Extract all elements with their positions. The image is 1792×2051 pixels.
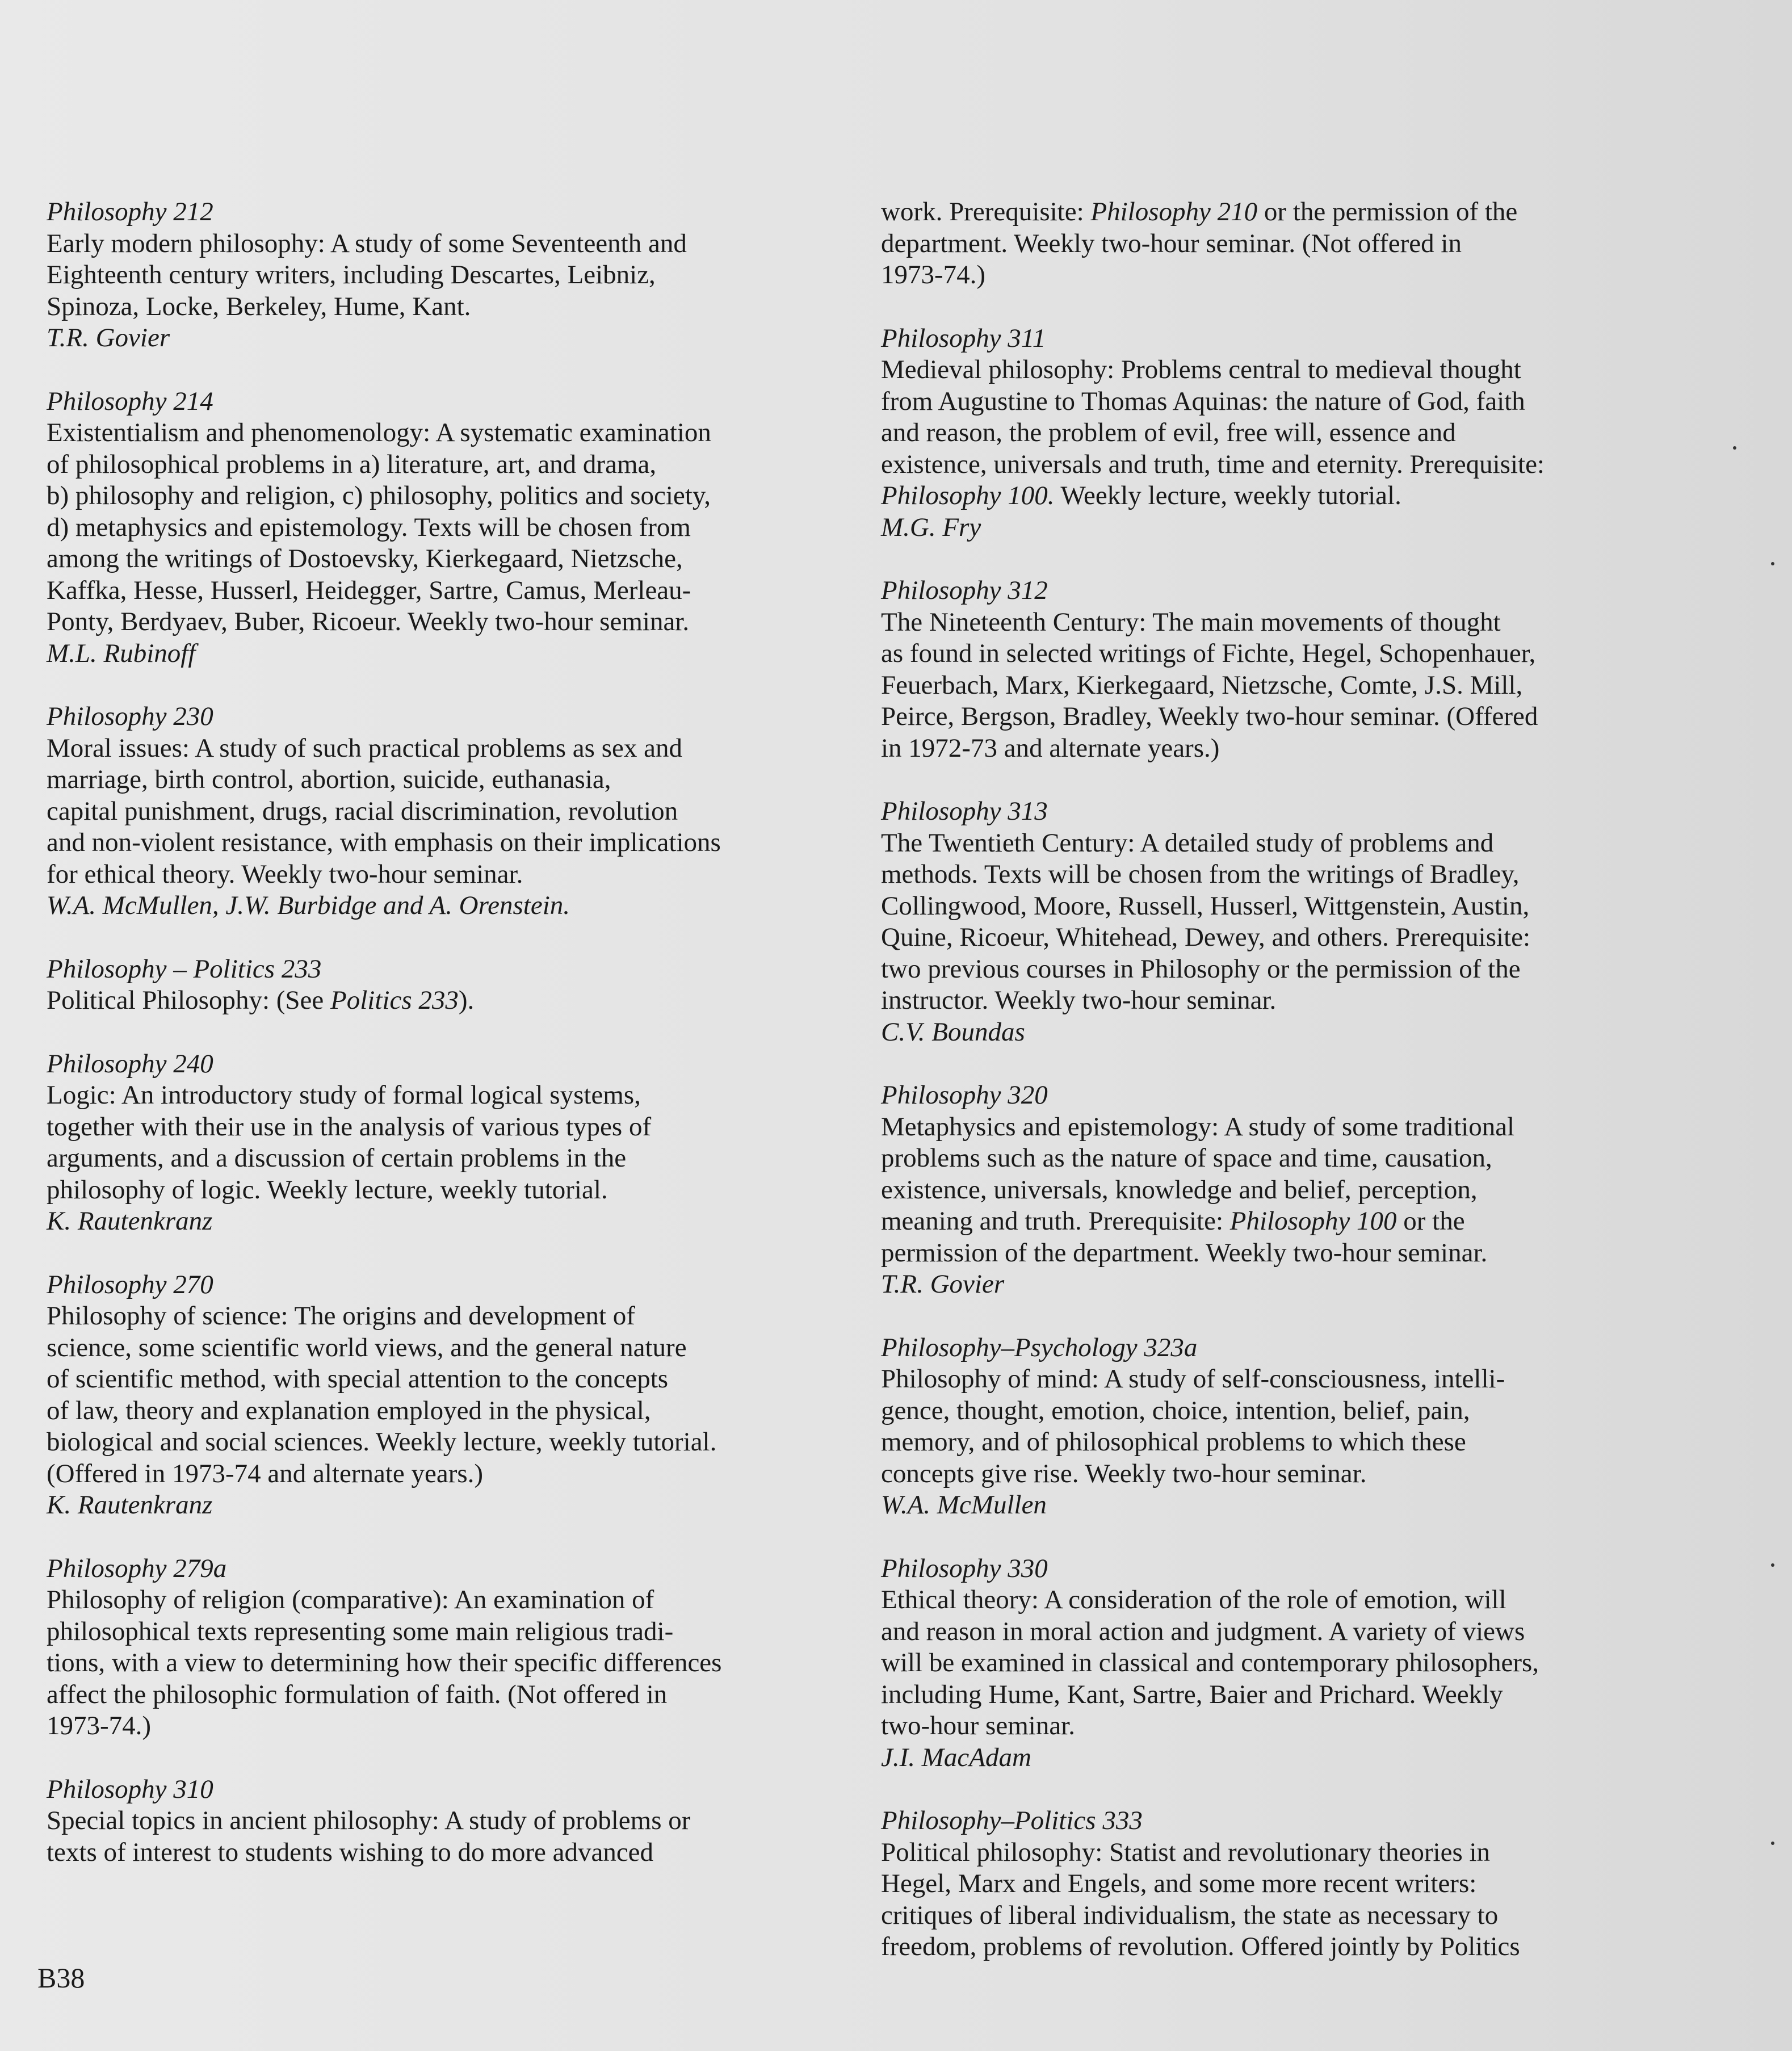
- course-heading: Philosophy 212: [47, 197, 213, 227]
- course-entry-phil-214: [47, 386, 864, 670]
- course-description-line: [881, 196, 1687, 228]
- course-reference: Philosophy 210: [1090, 197, 1258, 227]
- course-heading: Philosophy 312: [881, 576, 1048, 605]
- course-description-line: methods. Texts will be chosen from the writings of Bradley,: [881, 859, 1520, 889]
- course-description-line: The Nineteenth Century: The main movements of thought: [881, 607, 1501, 637]
- course-heading: Philosophy – Politics 233: [47, 954, 322, 984]
- page-number: B38: [37, 1962, 85, 1994]
- course-description-line: as found in selected writings of Fichte, Hegel, Schopenhauer,: [881, 639, 1536, 668]
- course-instructor: T.R. Govier: [881, 1269, 1005, 1299]
- course-description-line: The Twentieth Century: A detailed study of problems and: [881, 828, 1494, 858]
- course-instructor: K. Rautenkranz: [47, 1206, 213, 1236]
- course-reference: Philosophy 100: [1229, 1206, 1397, 1236]
- course-description-line: instructor. Weekly two-hour seminar.: [881, 985, 1277, 1015]
- course-description-line: science, some scientific world views, and the general nature: [47, 1332, 687, 1362]
- course-description-line: problems such as the nature of space and time, causation,: [881, 1143, 1492, 1173]
- course-description-line: philosophy of logic. Weekly lecture, weekly tutorial.: [47, 1175, 608, 1205]
- course-description-line: [881, 1206, 1687, 1238]
- course-description-line: Existentialism and phenomenology: A systematic examination: [47, 418, 711, 447]
- course-description-line: together with their use in the analysis of various types of: [47, 1112, 652, 1142]
- course-entry-phil-pol-233: [47, 954, 864, 1017]
- scan-speck: [1771, 1842, 1774, 1845]
- course-description-line: marriage, birth control, abortion, suicide, euthanasia,: [47, 765, 611, 794]
- course-entry-phil-311: [881, 323, 1687, 544]
- course-instructor: J.I. MacAdam: [881, 1742, 1031, 1772]
- course-description-line: [881, 480, 1687, 512]
- course-heading: Philosophy–Politics 333: [881, 1806, 1143, 1835]
- course-description-line: Collingwood, Moore, Russell, Husserl, Wittgenstein, Austin,: [881, 891, 1530, 921]
- course-description-line: Medieval philosophy: Problems central to medieval thought: [881, 355, 1521, 384]
- course-description-line: Early modern philosophy: A study of some Seventeenth and: [47, 228, 687, 258]
- course-entry-phil-270: [47, 1269, 864, 1521]
- course-entry-phil-310-continued: [881, 196, 1687, 291]
- course-description-line: capital punishment, drugs, racial discrimination, revolution: [47, 796, 678, 826]
- course-instructor: W.A. McMullen, J.W. Burbidge and A. Orenstein.: [47, 891, 570, 920]
- course-description-line: texts of interest to students wishing to do more advanced: [47, 1837, 654, 1867]
- course-reference: Politics 233: [330, 985, 459, 1015]
- course-heading: Philosophy 230: [47, 702, 213, 731]
- course-description-line: from Augustine to Thomas Aquinas: the nature of God, faith: [881, 386, 1525, 416]
- course-heading: Philosophy 240: [47, 1048, 213, 1079]
- course-instructor: C.V. Boundas: [881, 1017, 1025, 1047]
- course-description-line: 1973-74.): [881, 260, 986, 290]
- course-entry-phil-279a: [47, 1553, 864, 1742]
- course-description-line: arguments, and a discussion of certain problems in the: [47, 1143, 627, 1173]
- course-description-line: Peirce, Bergson, Bradley, Weekly two-hour seminar. (Offered: [881, 702, 1538, 731]
- course-entry-phil-pol-333: [881, 1805, 1687, 1963]
- course-instructor: M.L. Rubinoff: [47, 638, 196, 668]
- course-description-line: department. Weekly two-hour seminar. (Not offered in: [881, 228, 1462, 258]
- course-description-line: Eighteenth century writers, including Descartes, Leibniz,: [47, 260, 656, 290]
- course-description-line: b) philosophy and religion, c) philosophy, politics and society,: [47, 481, 711, 510]
- description-text: Political Philosophy: (See: [47, 985, 331, 1015]
- course-description-line: Spinoza, Locke, Berkeley, Hume, Kant.: [47, 291, 471, 321]
- course-description-line: including Hume, Kant, Sartre, Baier and Prichard. Weekly: [881, 1679, 1503, 1709]
- description-text: meaning and truth. Prerequisite:: [881, 1206, 1230, 1236]
- course-instructor: W.A. McMullen: [881, 1490, 1047, 1520]
- course-description-line: critiques of liberal individualism, the state as necessary to: [881, 1900, 1499, 1930]
- course-description-line: Moral issues: A study of such practical problems as sex and: [47, 733, 682, 763]
- course-description-line: freedom, problems of revolution. Offered jointly by Politics: [881, 1932, 1520, 1961]
- course-description-line: Quine, Ricoeur, Whitehead, Dewey, and others. Prerequisite:: [881, 922, 1531, 952]
- course-description-line: Special topics in ancient philosophy: A study of problems or: [47, 1806, 691, 1835]
- course-description-line: memory, and of philosophical problems to which these: [881, 1427, 1466, 1457]
- course-description-line: [47, 985, 864, 1017]
- left-column: [47, 196, 864, 1900]
- course-description-line: biological and social sciences. Weekly lecture, weekly tutorial.: [47, 1427, 717, 1457]
- course-heading: Philosophy 313: [881, 796, 1048, 826]
- course-description-line: of scientific method, with special attention to the concepts: [47, 1364, 669, 1394]
- course-instructor: T.R. Govier: [47, 323, 170, 353]
- course-entry-phil-313: [881, 796, 1687, 1048]
- course-description-line: Philosophy of religion (comparative): An examination of: [47, 1585, 654, 1614]
- course-entry-phil-230: [47, 701, 864, 922]
- course-reference: Philosophy 100.: [881, 481, 1055, 510]
- course-description-line: two previous courses in Philosophy or the permission of the: [881, 954, 1521, 984]
- scan-speck: [1733, 446, 1736, 450]
- course-heading: Philosophy 311: [881, 323, 1046, 353]
- course-description-line: will be examined in classical and contemporary philosophers,: [881, 1648, 1539, 1677]
- course-description-line: Logic: An introductory study of formal logical systems,: [47, 1080, 641, 1110]
- course-description-line: of philosophical problems in a) literature, art, and drama,: [47, 449, 657, 479]
- course-description-line: Ponty, Berdyaev, Buber, Ricoeur. Weekly two-hour seminar.: [47, 607, 690, 636]
- course-entry-phil-212: [47, 196, 864, 354]
- course-heading: Philosophy 310: [47, 1774, 213, 1804]
- course-entry-phil-320: [881, 1080, 1687, 1301]
- course-entry-phil-310: [47, 1774, 864, 1869]
- course-description-line: Hegel, Marx and Engels, and some more recent writers:: [881, 1869, 1477, 1898]
- course-description-line: and reason in moral action and judgment. A variety of views: [881, 1616, 1525, 1646]
- course-heading: Philosophy 214: [47, 386, 213, 416]
- course-description-line: Philosophy of science: The origins and development of: [47, 1301, 635, 1331]
- course-description-line: existence, universals, knowledge and belief, perception,: [881, 1175, 1478, 1205]
- course-description-line: Philosophy of mind: A study of self-consciousness, intelli-: [881, 1364, 1505, 1394]
- course-description-line: for ethical theory. Weekly two-hour seminar.: [47, 859, 523, 889]
- course-entry-phil-330: [881, 1553, 1687, 1774]
- course-description-line: philosophical texts representing some main religious tradi-: [47, 1616, 674, 1646]
- course-instructor: M.G. Fry: [881, 512, 981, 542]
- course-description-line: d) metaphysics and epistemology. Texts will be chosen from: [47, 512, 691, 542]
- course-description-line: in 1972-73 and alternate years.): [881, 733, 1220, 763]
- course-description-line: and reason, the problem of evil, free will, essence and: [881, 418, 1456, 447]
- course-description-line: Political philosophy: Statist and revolutionary theories in: [881, 1837, 1491, 1867]
- course-description-line: 1973-74.): [47, 1711, 152, 1740]
- course-description-line: gence, thought, emotion, choice, intention, belief, pain,: [881, 1395, 1470, 1425]
- course-heading: Philosophy 270: [47, 1269, 213, 1299]
- course-entry-phil-240: [47, 1048, 864, 1238]
- course-description-line: Ethical theory: A consideration of the role of emotion, will: [881, 1585, 1506, 1614]
- description-text: work. Prerequisite:: [881, 197, 1091, 227]
- right-column: [881, 196, 1687, 1995]
- course-description-line: affect the philosophic formulation of faith. (Not offered in: [47, 1679, 668, 1709]
- course-heading: Philosophy–Psychology 323a: [881, 1332, 1198, 1362]
- course-heading: Philosophy 320: [881, 1080, 1048, 1110]
- course-heading: Philosophy 279a: [47, 1553, 227, 1583]
- course-description-line: Kaffka, Hesse, Husserl, Heidegger, Sartre, Camus, Merleau-: [47, 575, 691, 605]
- description-text: ).: [458, 985, 475, 1015]
- course-description-line: concepts give rise. Weekly two-hour seminar.: [881, 1458, 1367, 1488]
- course-instructor: K. Rautenkranz: [47, 1490, 213, 1520]
- course-description-line: Feuerbach, Marx, Kierkegaard, Nietzsche, Comte, J.S. Mill,: [881, 670, 1523, 700]
- course-description-line: Metaphysics and epistemology: A study of some traditional: [881, 1112, 1515, 1142]
- course-description-line: two-hour seminar.: [881, 1711, 1075, 1740]
- course-entry-phil-psych-323a: [881, 1332, 1687, 1521]
- course-description-line: permission of the department. Weekly two-hour seminar.: [881, 1238, 1488, 1268]
- description-text: or the permission of the: [1257, 197, 1518, 227]
- course-description-line: and non-violent resistance, with emphasis on their implications: [47, 828, 721, 857]
- course-description-line: (Offered in 1973-74 and alternate years.): [47, 1458, 484, 1488]
- description-text: Weekly lecture, weekly tutorial.: [1054, 481, 1401, 510]
- scan-speck: [1771, 562, 1774, 565]
- course-heading: Philosophy 330: [881, 1553, 1048, 1583]
- course-entry-phil-312: [881, 575, 1687, 764]
- course-description-line: tions, with a view to determining how their specific differences: [47, 1648, 722, 1677]
- course-description-line: existence, universals and truth, time and eternity. Prerequisite:: [881, 449, 1545, 479]
- scan-speck: [1771, 1563, 1774, 1567]
- course-description-line: among the writings of Dostoevsky, Kierkegaard, Nietzsche,: [47, 544, 683, 573]
- course-description-line: of law, theory and explanation employed in the physical,: [47, 1395, 651, 1425]
- description-text: or the: [1396, 1206, 1465, 1236]
